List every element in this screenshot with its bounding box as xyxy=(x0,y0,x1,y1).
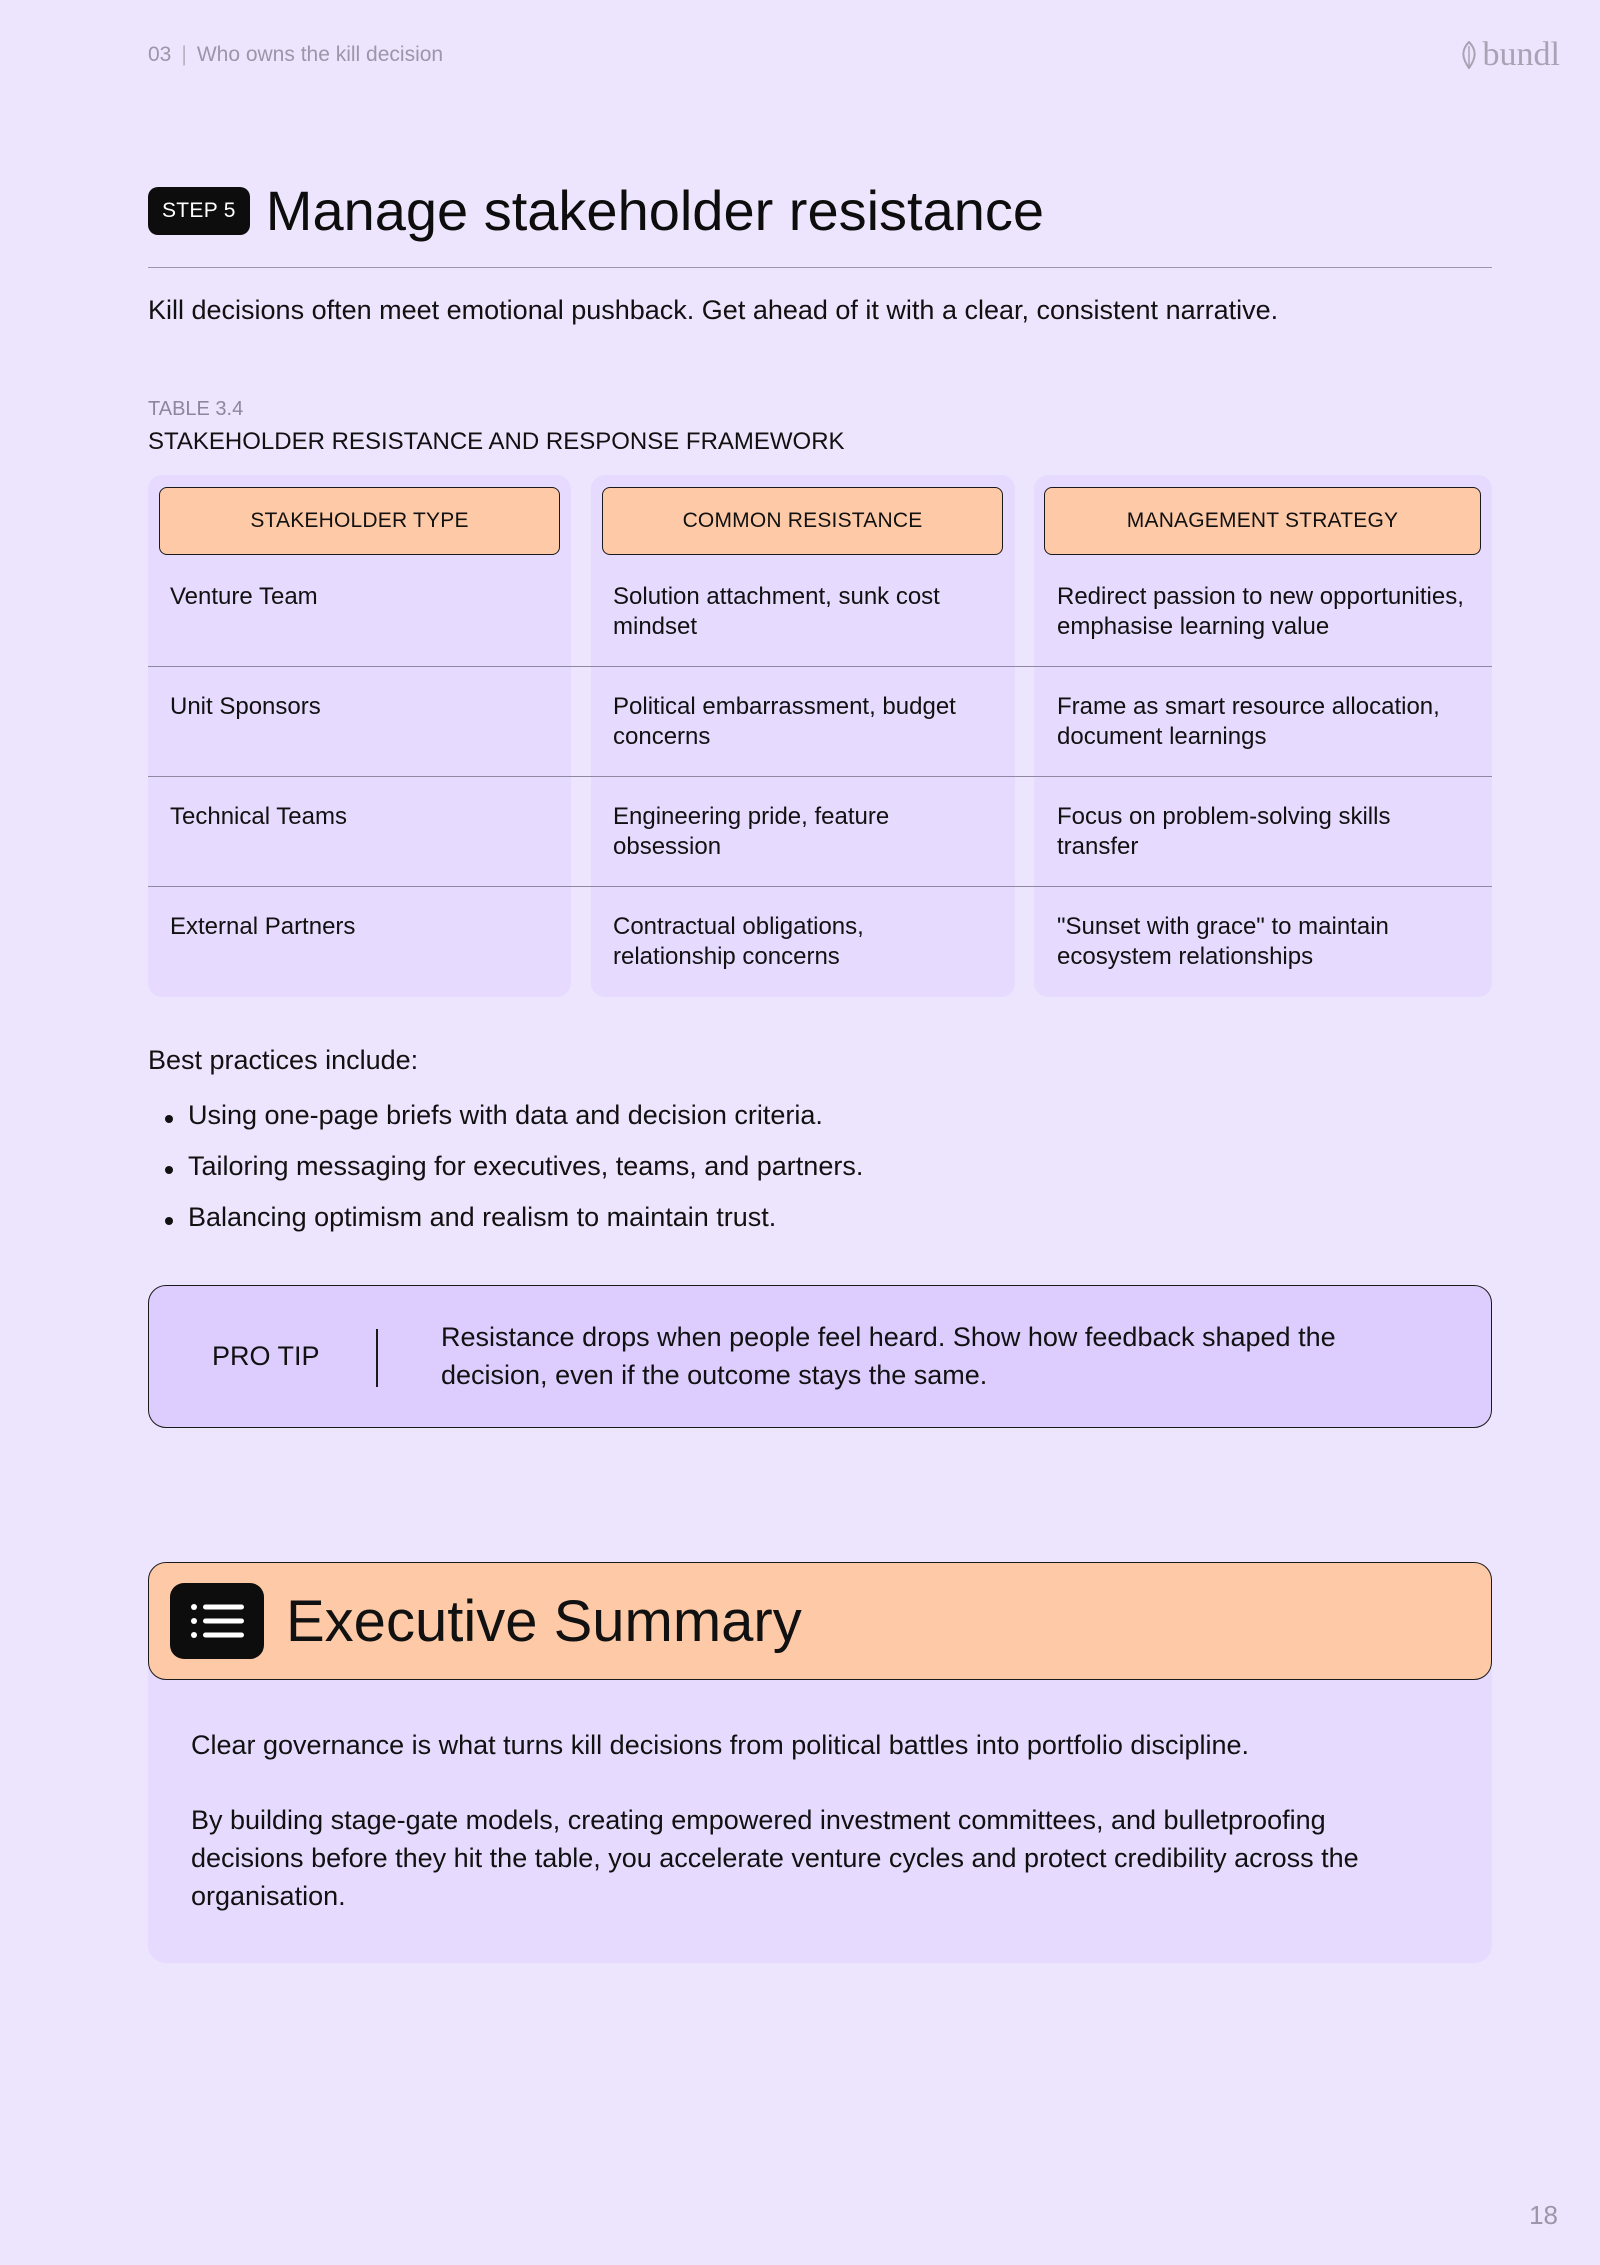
section-title: Who owns the kill decision xyxy=(196,43,444,66)
table-cell: Frame as smart resource allocation, document learnings xyxy=(1057,693,1440,750)
table-cell: Technical Teams xyxy=(170,803,347,830)
executive-summary-paragraph: By building stage-gate models, creating empowered investment committees, and bulletproofing decisions before they hit the table, you accelerate venture cycles and protect credibility across the organisation. xyxy=(191,1805,1359,1911)
breadcrumb-separator: | xyxy=(181,43,187,66)
list-icon xyxy=(170,1583,264,1659)
row-divider xyxy=(148,776,1492,777)
pro-tip-text: Resistance drops when people feel heard. Show how feedback shaped the decision, even if the outcome stays the same. xyxy=(441,1322,1336,1390)
column-header-management-strategy: MANAGEMENT STRATEGY xyxy=(1044,487,1481,555)
table-cell: Venture Team xyxy=(170,583,318,610)
lede-paragraph: Kill decisions often meet emotional pushback. Get ahead of it with a clear, consistent narrative. xyxy=(148,295,1279,325)
table-cell: External Partners xyxy=(170,913,356,940)
table-cell: Redirect passion to new opportunities, emphasise learning value xyxy=(1057,583,1464,640)
best-practices-list xyxy=(188,1100,863,1253)
list-item: Using one-page briefs with data and decision criteria. xyxy=(188,1100,863,1151)
leaf-icon xyxy=(1459,41,1479,69)
list-item: Tailoring messaging for executives, teams, and partners. xyxy=(188,1151,863,1202)
breadcrumb xyxy=(148,43,443,67)
column-header-stakeholder-type: STAKEHOLDER TYPE xyxy=(159,487,560,555)
table-cell: Political embarrassment, budget concerns xyxy=(613,693,956,750)
table-cell: Unit Sponsors xyxy=(170,693,321,720)
list-glyph xyxy=(190,1603,244,1639)
pro-tip-callout xyxy=(148,1285,1492,1428)
executive-summary-header xyxy=(148,1562,1492,1680)
pro-tip-label: PRO TIP xyxy=(212,1341,320,1371)
table-cell: Contractual obligations, relationship concerns xyxy=(613,913,864,970)
page-number: 18 xyxy=(1529,2200,1558,2230)
title-divider xyxy=(148,267,1492,268)
table-cell: Focus on problem-solving skills transfer xyxy=(1057,803,1391,860)
table-cell: Solution attachment, sunk cost mindset xyxy=(613,583,940,640)
executive-summary-paragraph: Clear governance is what turns kill decisions from political battles into portfolio discipline. xyxy=(191,1730,1249,1760)
pro-tip-divider xyxy=(376,1329,378,1387)
table-cell: Engineering pride, feature obsession xyxy=(613,803,890,860)
stakeholder-table xyxy=(148,475,1492,997)
page-header xyxy=(148,36,1560,73)
list-item: Balancing optimism and realism to maintain trust. xyxy=(188,1202,863,1253)
table-cell: "Sunset with grace" to maintain ecosystem relationships xyxy=(1057,913,1389,970)
row-divider xyxy=(148,666,1492,667)
executive-summary-title: Executive Summary xyxy=(286,1588,802,1654)
row-divider xyxy=(148,886,1492,887)
best-practices-intro: Best practices include: xyxy=(148,1045,419,1075)
column-header-common-resistance: COMMON RESISTANCE xyxy=(602,487,1003,555)
table-number: TABLE 3.4 xyxy=(148,398,244,420)
table-caption: STAKEHOLDER RESISTANCE AND RESPONSE FRAMEWORK xyxy=(148,428,845,455)
page-title: Manage stakeholder resistance xyxy=(265,179,1045,242)
logo-text: bundl xyxy=(1482,36,1560,73)
step-badge: STEP 5 xyxy=(148,187,250,235)
section-number: 03 xyxy=(148,43,172,66)
step-heading xyxy=(148,178,1492,243)
brand-logo xyxy=(1459,36,1560,74)
